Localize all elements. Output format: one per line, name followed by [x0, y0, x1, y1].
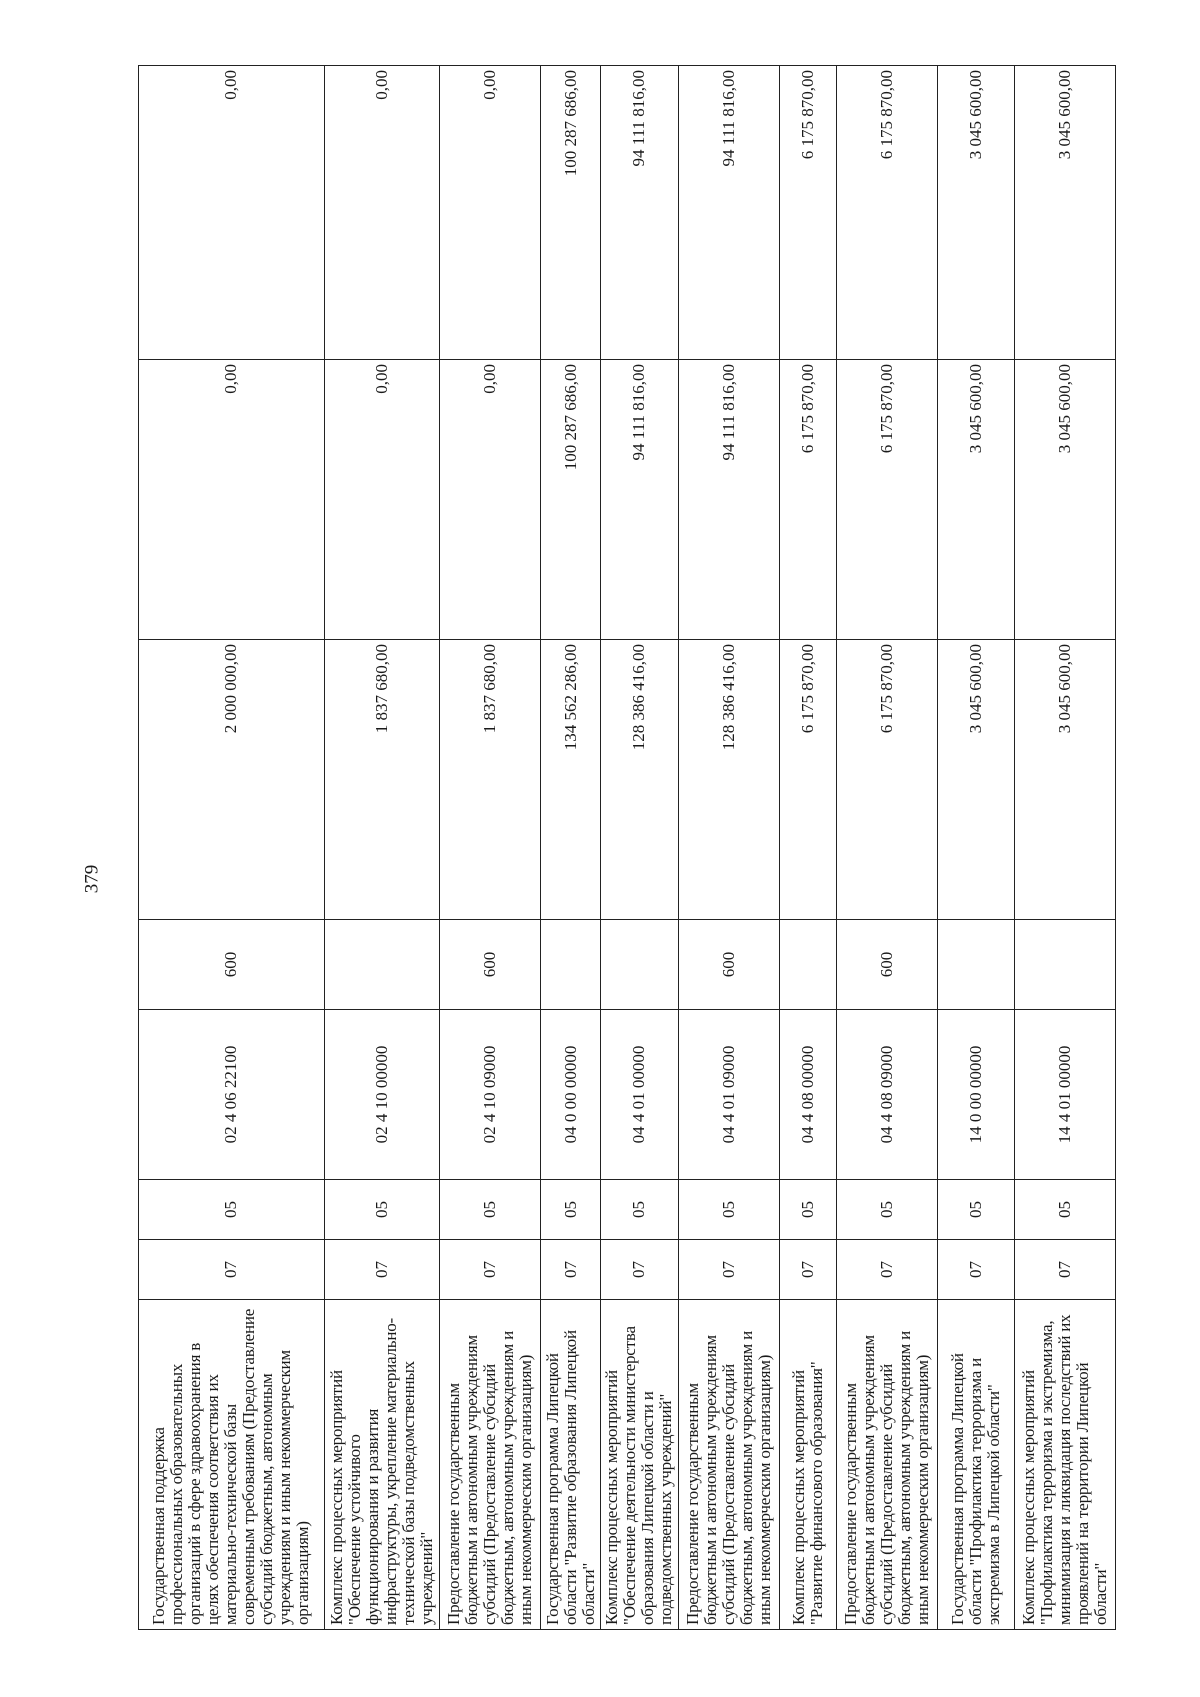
row-sum3: 94 111 816,00 [600, 66, 678, 360]
row-sum1: 128 386 416,00 [600, 640, 678, 920]
table-row [541, 66, 600, 1630]
row-vr: 600 [836, 920, 937, 1010]
row-subsection: 05 [600, 1180, 678, 1240]
row-name: Предоставление государственным бюджетным и автономным учреждениям субсидий (Предоставление субсидий бюджетным, автономным учреждениям и иным некоммерческим организациям) [679, 1300, 780, 1630]
row-sum2: 0,00 [324, 360, 440, 640]
row-section: 07 [541, 1240, 600, 1300]
row-sum1: 134 562 286,00 [541, 640, 600, 920]
row-sum2: 94 111 816,00 [600, 360, 678, 640]
table-row [937, 66, 1014, 1630]
table-row [780, 66, 836, 1630]
row-sum3: 6 175 870,00 [836, 66, 937, 360]
row-sum2: 6 175 870,00 [836, 360, 937, 640]
row-csr: 04 4 08 09000 [836, 1010, 937, 1180]
table-row [1014, 66, 1115, 1630]
row-section: 07 [139, 1240, 325, 1300]
row-vr [1014, 920, 1115, 1010]
budget-table [138, 65, 1116, 1630]
row-name: Государственная программа Липецкой области "Профилактика терроризма и экстремизма в Липецкой области" [937, 1300, 1014, 1630]
row-sum1: 6 175 870,00 [836, 640, 937, 920]
row-vr: 600 [139, 920, 325, 1010]
row-sum3: 0,00 [139, 66, 325, 360]
row-sum1: 1 837 680,00 [440, 640, 541, 920]
row-section: 07 [324, 1240, 440, 1300]
row-subsection: 05 [679, 1180, 780, 1240]
row-sum2: 94 111 816,00 [679, 360, 780, 640]
row-vr: 600 [440, 920, 541, 1010]
row-subsection: 05 [836, 1180, 937, 1240]
row-vr [541, 920, 600, 1010]
row-sum2: 0,00 [139, 360, 325, 640]
row-subsection: 05 [324, 1180, 440, 1240]
row-sum1: 3 045 600,00 [1014, 640, 1115, 920]
table-row [836, 66, 937, 1630]
row-section: 07 [440, 1240, 541, 1300]
row-name: Комплекс процессных мероприятий "Обеспечение устойчивого функционирования и развития инфраструктуры, укрепление материально-технической базы подведомственных учреждений" [324, 1300, 440, 1630]
row-section: 07 [836, 1240, 937, 1300]
row-sum2: 6 175 870,00 [780, 360, 836, 640]
row-csr: 04 4 01 09000 [679, 1010, 780, 1180]
row-subsection: 05 [1014, 1180, 1115, 1240]
row-csr: 14 0 00 00000 [937, 1010, 1014, 1180]
table-row [440, 66, 541, 1630]
page-number: 379 [81, 864, 103, 894]
row-subsection: 05 [139, 1180, 325, 1240]
row-vr [600, 920, 678, 1010]
row-sum2: 100 287 686,00 [541, 360, 600, 640]
row-csr: 02 4 10 09000 [440, 1010, 541, 1180]
row-csr: 04 4 01 00000 [600, 1010, 678, 1180]
row-name: Комплекс процессных мероприятий "Профилактика терроризма и экстремизма, минимизация и ликвидация последствий их проявлений на территории Липецкой области" [1014, 1300, 1115, 1630]
row-vr [780, 920, 836, 1010]
row-csr: 14 4 01 00000 [1014, 1010, 1115, 1180]
row-vr [937, 920, 1014, 1010]
row-vr: 600 [679, 920, 780, 1010]
row-name: Комплекс процессных мероприятий "Обеспечение деятельности министерства образования Липецкой области и подведомственных учреждений" [600, 1300, 678, 1630]
table-row [679, 66, 780, 1630]
table-row [324, 66, 440, 1630]
row-sum3: 100 287 686,00 [541, 66, 600, 360]
row-sum1: 128 386 416,00 [679, 640, 780, 920]
table-row [600, 66, 678, 1630]
row-section: 07 [600, 1240, 678, 1300]
row-sum3: 6 175 870,00 [780, 66, 836, 360]
row-section: 07 [679, 1240, 780, 1300]
row-csr: 02 4 10 00000 [324, 1010, 440, 1180]
row-name: Предоставление государственным бюджетным и автономным учреждениям субсидий (Предоставление субсидий бюджетным, автономным учреждениям и иным некоммерческим организациям) [440, 1300, 541, 1630]
row-subsection: 05 [937, 1180, 1014, 1240]
row-sum2: 0,00 [440, 360, 541, 640]
row-sum3: 3 045 600,00 [1014, 66, 1115, 360]
row-name: Комплекс процессных мероприятий "Развитие финансового образования" [780, 1300, 836, 1630]
row-vr [324, 920, 440, 1010]
table-row [139, 66, 325, 1630]
row-subsection: 05 [541, 1180, 600, 1240]
row-sum3: 0,00 [324, 66, 440, 360]
row-name: Предоставление государственным бюджетным и автономным учреждениям субсидий (Предоставление субсидий бюджетным, автономным учреждениям и иным некоммерческим организациям) [836, 1300, 937, 1630]
row-sum3: 0,00 [440, 66, 541, 360]
row-section: 07 [1014, 1240, 1115, 1300]
row-subsection: 05 [440, 1180, 541, 1240]
row-csr: 04 0 00 00000 [541, 1010, 600, 1180]
row-name: Государственная программа Липецкой области "Развитие образования Липецкой области" [541, 1300, 600, 1630]
row-csr: 04 4 08 00000 [780, 1010, 836, 1180]
row-sum1: 6 175 870,00 [780, 640, 836, 920]
row-subsection: 05 [780, 1180, 836, 1240]
row-section: 07 [780, 1240, 836, 1300]
row-sum3: 94 111 816,00 [679, 66, 780, 360]
row-section: 07 [937, 1240, 1014, 1300]
row-sum2: 3 045 600,00 [1014, 360, 1115, 640]
row-sum1: 2 000 000,00 [139, 640, 325, 920]
row-sum1: 1 837 680,00 [324, 640, 440, 920]
row-name: Государственная поддержка профессиональных образовательных организаций в сфере здравоохранения в целях обеспечения соответствия их материально-технической базы современным требованиям (Предоставление субсидий бюджетным, автономным учреждениям и иным некоммерческим организациям) [139, 1300, 325, 1630]
row-sum3: 3 045 600,00 [937, 66, 1014, 360]
row-csr: 02 4 06 22100 [139, 1010, 325, 1180]
rotated-table-sheet [138, 66, 1116, 1630]
row-sum1: 3 045 600,00 [937, 640, 1014, 920]
row-sum2: 3 045 600,00 [937, 360, 1014, 640]
